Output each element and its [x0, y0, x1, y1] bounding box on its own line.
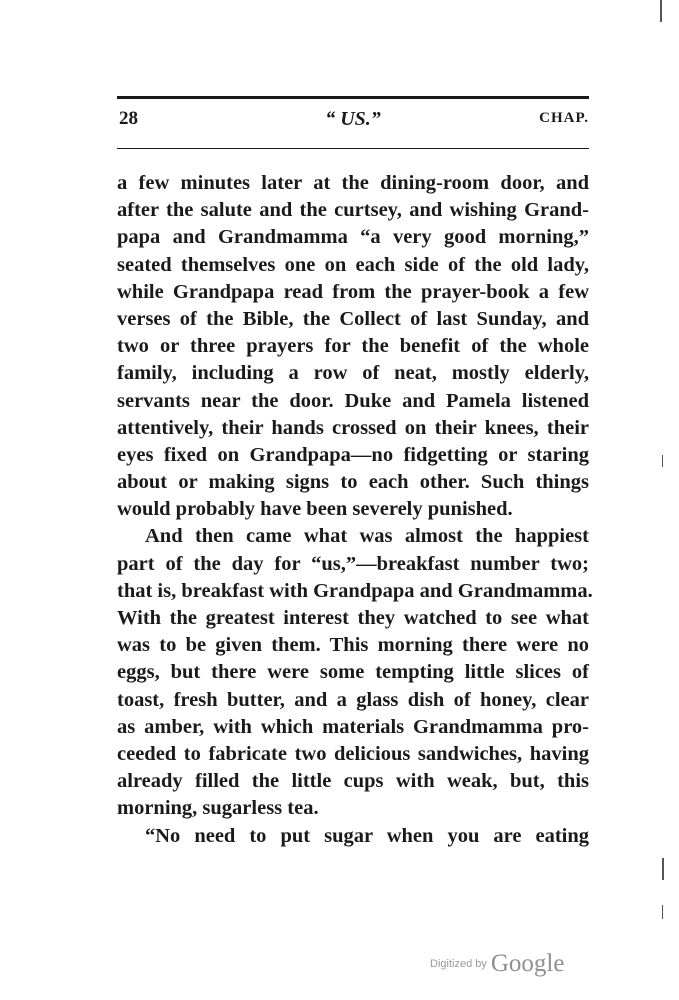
text-line: that is, breakfast with Grandpapa and Grandmamma. [117, 579, 593, 602]
text-line: family, including a row of neat, mostly elderly, [117, 362, 589, 385]
text-line: seated themselves one on each side of the old lady, [117, 253, 589, 276]
scan-edge-mark [660, 0, 662, 22]
scan-edge-mark [662, 455, 663, 467]
text-line: two or three prayers for the benefit of the whole [117, 335, 589, 358]
scan-edge-mark [662, 858, 664, 880]
running-header [117, 108, 589, 136]
text-line: “No need to put sugar when you are eating [145, 824, 589, 847]
header-bottom-rule [117, 148, 589, 149]
text-line: would probably have been severely punished. [117, 498, 513, 521]
watermark-brand: Google [490, 950, 565, 977]
text-line: servants near the door. Duke and Pamela listened [117, 389, 589, 412]
text-line: morning, sugarless tea. [117, 797, 319, 820]
header-top-rule [117, 96, 589, 99]
text-line: ceeded to fabricate two delicious sandwiches, having [117, 742, 589, 765]
text-line: as amber, with which materials Grandmamma pro- [117, 715, 589, 738]
body-text [117, 170, 593, 850]
text-line: attentively, their hands crossed on their knees, their [117, 416, 589, 439]
text-line: about or making signs to each other. Such things [117, 471, 589, 494]
text-line: already filled the little cups with weak, but, this [117, 770, 589, 793]
text-line: was to be given them. This morning there were no [117, 634, 589, 657]
text-line: And then came what was almost the happiest [145, 525, 589, 548]
digitized-watermark [430, 950, 564, 978]
text-line: part of the day for “us,”—breakfast number two; [117, 552, 589, 575]
text-line: toast, fresh butter, and a glass dish of honey, clear [117, 688, 589, 711]
text-line: a few minutes later at the dining-room door, and [117, 172, 589, 194]
scan-edge-mark [662, 905, 663, 919]
running-title: “ US.” [325, 108, 381, 130]
page-number: 28 [119, 108, 138, 129]
text-line: verses of the Bible, the Collect of last Sunday, and [117, 307, 589, 330]
text-line: while Grandpapa read from the prayer-book a few [117, 280, 589, 303]
watermark-prefix: Digitized by [430, 958, 487, 970]
text-line: eyes fixed on Grandpapa—no fidgetting or staring [117, 443, 589, 466]
chapter-label: CHAP. [539, 110, 589, 126]
text-line: eggs, but there were some tempting little slices of [117, 661, 589, 684]
text-line: papa and Grandmamma “a very good morning,” [117, 226, 589, 249]
text-line: With the greatest interest they watched to see what [117, 607, 589, 629]
text-line: after the salute and the curtsey, and wishing Grand- [117, 199, 589, 222]
